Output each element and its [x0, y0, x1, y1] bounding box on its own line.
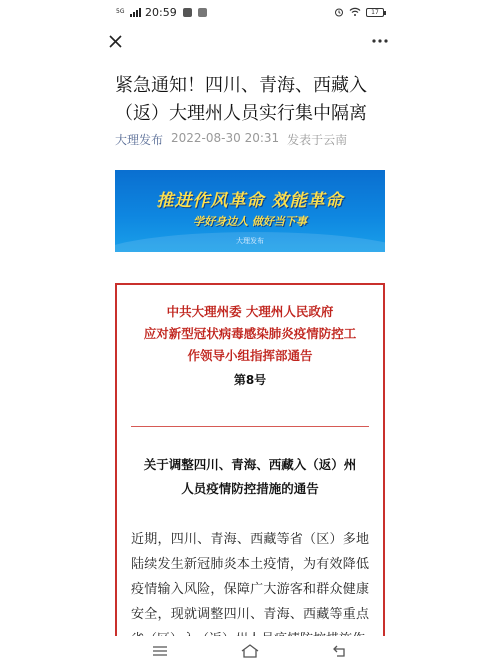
banner-logo: 大理发布	[236, 237, 264, 245]
status-bar	[0, 0, 500, 24]
system-nav-bar	[0, 636, 500, 666]
notice-issuer-line3: 作领导小组指挥部通告	[187, 348, 313, 363]
wifi-icon	[349, 7, 361, 17]
signal-icon	[130, 8, 141, 17]
close-icon	[106, 32, 126, 52]
notice-issuer	[131, 301, 369, 367]
battery-icon	[366, 8, 384, 17]
notice-body-text: 近期，四川、青海、西藏等省（区）多地陆续发生新冠肺炎本土疫情，为有效降低疫情输入风险，保障广大游客和群众健康安全，现就调整四川、青海、西藏等重点	[131, 532, 369, 622]
article-meta	[115, 131, 347, 148]
banner-image	[115, 170, 385, 252]
top-nav-bar	[0, 26, 500, 58]
home-icon	[241, 644, 259, 658]
notification-icon	[183, 8, 192, 17]
notice-divider	[131, 426, 369, 427]
menu-button[interactable]	[149, 642, 171, 660]
notice-document	[115, 283, 385, 666]
close-button[interactable]	[106, 32, 126, 52]
publish-location: 发表于云南	[287, 133, 348, 147]
back-icon	[332, 644, 348, 658]
battery-level: 17	[371, 8, 379, 16]
more-icon	[370, 31, 390, 51]
banner-main-text: 推进作风革命 效能革命	[156, 191, 344, 211]
publish-datetime: 2022-08-30 20:31	[171, 131, 280, 145]
status-right	[334, 7, 384, 17]
back-button[interactable]	[329, 642, 351, 660]
more-button[interactable]	[370, 31, 390, 51]
notification-icon-2	[198, 8, 207, 17]
status-time: 20:59	[145, 5, 177, 19]
author-link[interactable]: 大理发布	[115, 133, 164, 147]
alarm-icon	[334, 7, 344, 17]
home-button[interactable]	[239, 642, 261, 660]
notice-number: 第8号	[233, 373, 267, 387]
notice-issuer-line2: 应对新型冠状病毒感染肺炎疫情防控工	[143, 326, 357, 341]
notice-heading	[131, 453, 369, 501]
status-left	[116, 6, 207, 19]
banner-sub-text: 学好身边人 做好当下事	[193, 215, 307, 228]
menu-icon	[152, 645, 168, 657]
network-type: 5G	[116, 8, 125, 15]
notice-heading-line1: 关于调整四川、青海、西藏入（返）州	[143, 457, 357, 472]
article-title: 紧急通知！四川、青海、西藏入（返）大理州人员实行集中隔离	[115, 75, 367, 124]
notice-issuer-line1: 中共大理州委 大理州人民政府	[166, 304, 334, 319]
notice-heading-line2: 人员疫情防控措施的通告	[181, 481, 319, 496]
